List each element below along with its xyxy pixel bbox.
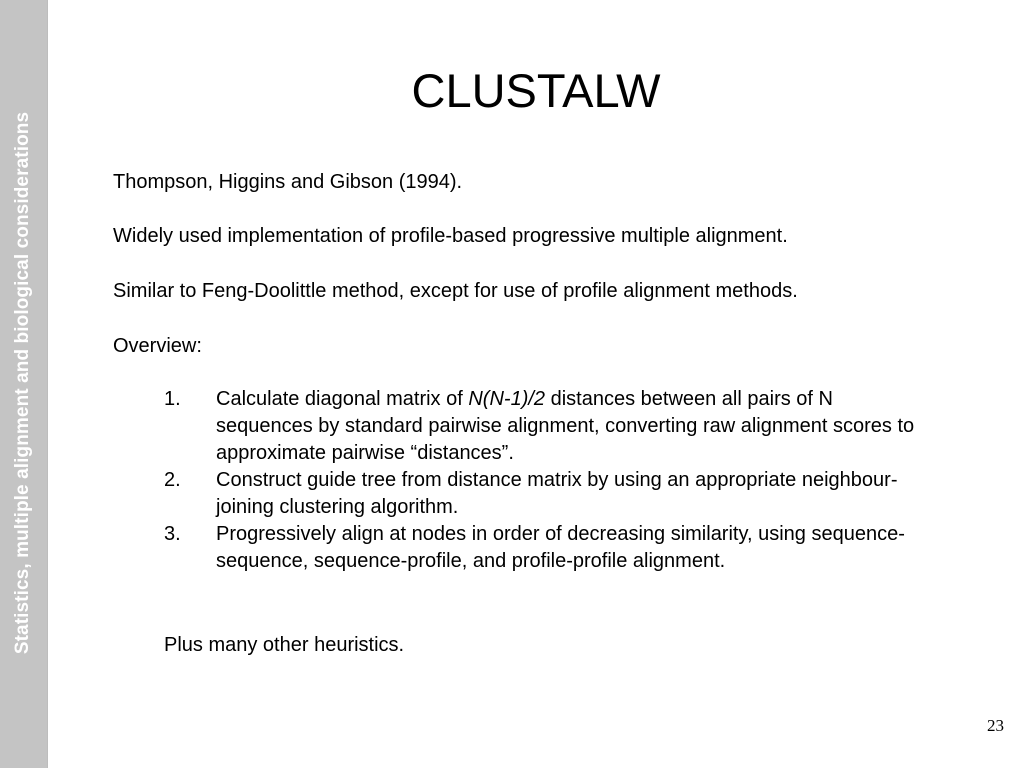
paragraph-comparison: Similar to Feng-Doolittle method, except for use of profile alignment methods. — [113, 280, 798, 302]
list-item — [164, 467, 924, 521]
paragraph-description: Widely used implementation of profile-based progressive multiple alignment. — [113, 225, 788, 247]
list-item-text-suffix: distances between all pairs of N sequences by standard pairwise alignment, converting raw alignment scores to approximate pairwise “distances”. — [216, 388, 915, 464]
sidebar-title: Statistics, multiple alignment and biological considerations — [12, 111, 33, 655]
list-item-number: 1. — [164, 388, 181, 410]
overview-list — [164, 386, 924, 575]
list-item — [164, 386, 924, 467]
closing-note: Plus many other heuristics. — [164, 634, 405, 656]
list-item-number: 2. — [164, 469, 181, 491]
paragraph-overview-heading: Overview: — [113, 335, 202, 357]
list-item-text: Construct guide tree from distance matrix by using an appropriate neighbour-joining clustering algorithm. — [216, 469, 898, 518]
list-item-text-prefix: Calculate diagonal matrix of — [216, 388, 469, 410]
list-item-text — [216, 386, 924, 467]
list-item-text: Progressively align at nodes in order of decreasing similarity, using sequence-sequence, sequence-profile, and profile-profile alignment. — [216, 523, 905, 572]
slide-title: CLUSTALW — [411, 64, 661, 117]
page-number: 23 — [987, 716, 1004, 735]
list-item — [164, 521, 924, 575]
sidebar — [0, 0, 48, 768]
list-item-number: 3. — [164, 523, 181, 545]
paragraph-citation: Thompson, Higgins and Gibson (1994). — [113, 171, 463, 193]
formula-italic: N(N-1)/2 — [468, 388, 546, 410]
